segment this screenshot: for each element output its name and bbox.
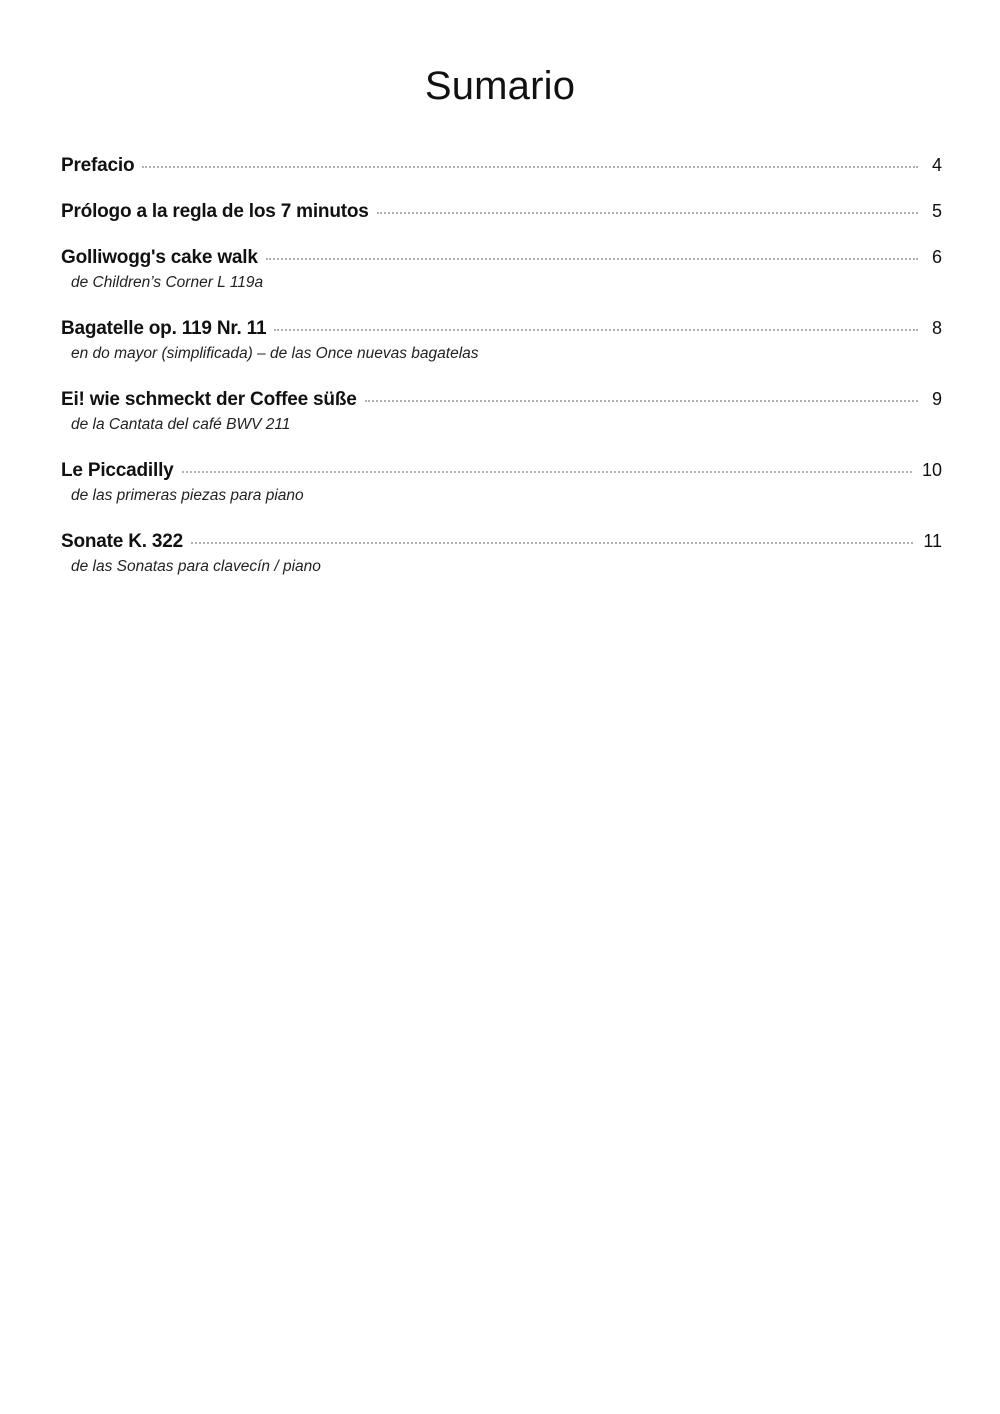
dot-leader (182, 471, 912, 473)
toc-page-number: 6 (931, 247, 942, 267)
toc-entry-subtitle: de Children’s Corner L 119a (71, 274, 264, 291)
dot-leader (365, 400, 918, 402)
toc-entry-title: Prólogo a la regla de los 7 minutos (61, 201, 369, 222)
dot-leader (191, 542, 913, 544)
toc-row (61, 313, 942, 343)
toc-entry-title: Prefacio (61, 155, 135, 176)
table-of-contents (61, 150, 942, 597)
dot-leader (266, 258, 918, 260)
toc-row (61, 150, 942, 180)
page-title: Sumario (424, 64, 576, 108)
toc-entry-title: Sonate K. 322 (61, 531, 184, 552)
toc-page-number: 11 (923, 531, 942, 551)
toc-row (61, 526, 942, 556)
toc-entry-subtitle: de las Sonatas para clavecín / piano (71, 558, 321, 575)
toc-entry-subtitle: de la Cantata del café BWV 211 (71, 416, 291, 433)
toc-row (61, 384, 942, 414)
toc-entry-prefacio[interactable] (61, 150, 942, 196)
toc-page-number: 5 (931, 201, 942, 221)
dot-leader (142, 166, 918, 168)
toc-row (61, 455, 942, 485)
dot-leader (274, 329, 918, 331)
toc-entry-prologo[interactable] (61, 196, 942, 242)
dot-leader (377, 212, 918, 214)
toc-entry-sonate[interactable] (61, 526, 942, 597)
toc-entry-golliwogg[interactable] (61, 242, 942, 313)
toc-entry-title: Ei! wie schmeckt der Coffee süße (61, 389, 357, 410)
toc-entry-title: Golliwogg's cake walk (61, 247, 258, 268)
toc-page-number: 10 (921, 460, 942, 480)
toc-entry-piccadilly[interactable] (61, 455, 942, 526)
toc-entry-coffee[interactable] (61, 384, 942, 455)
toc-row (61, 242, 942, 272)
toc-entry-title: Le Piccadilly (61, 460, 174, 481)
toc-entry-subtitle: en do mayor (simplificada) – de las Once nuevas bagatelas (71, 345, 479, 362)
toc-page-number: 9 (931, 389, 942, 409)
toc-entry-subtitle: de las primeras piezas para piano (71, 487, 304, 504)
toc-row (61, 196, 942, 226)
toc-page-number: 4 (931, 155, 942, 175)
toc-page-number: 8 (931, 318, 942, 338)
toc-entry-title: Bagatelle op. 119 Nr. 11 (61, 318, 267, 339)
toc-entry-bagatelle[interactable] (61, 313, 942, 384)
